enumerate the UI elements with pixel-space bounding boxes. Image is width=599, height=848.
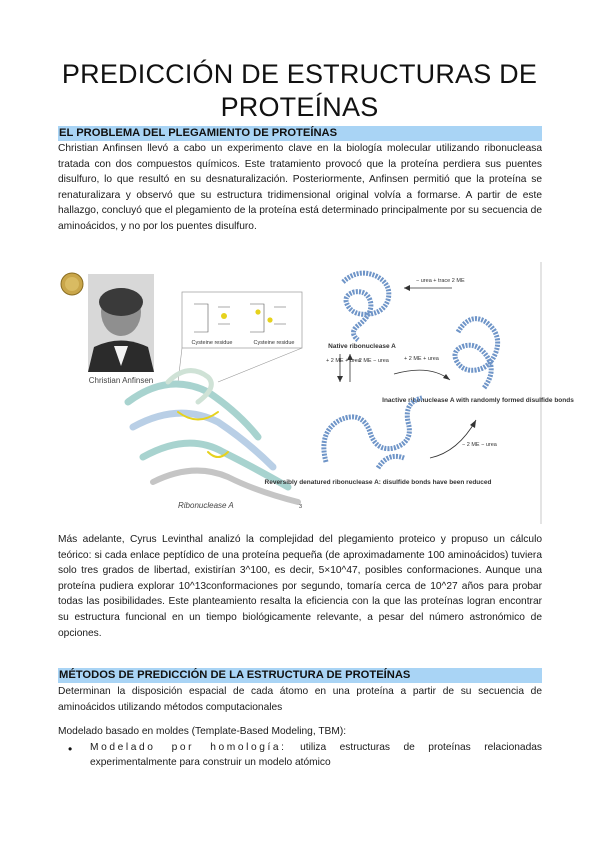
- section-heading-prediction-methods: MÉTODOS DE PREDICCIÓN DE LA ESTRUCTURA DE PROTEÍNAS: [58, 668, 542, 683]
- page-title: PREDICCIÓN DE ESTRUCTURAS DE PROTEÍNAS: [61, 59, 538, 122]
- svg-text:+ 2 ME + urea: + 2 ME + urea: [326, 358, 361, 364]
- paragraph-methods: Determinan la disposición espacial de cada átomo en una proteína a partir de su secuencia de aminoácidos utilizando métodos computacionales: [58, 686, 542, 713]
- anfinsen-figure: [58, 262, 574, 524]
- svg-text:3: 3: [299, 504, 303, 510]
- inactive-ribonuclease-coil: [455, 319, 498, 388]
- portrait-caption: Christian Anfinsen: [88, 376, 154, 385]
- native-label: Native ribonuclease A: [328, 343, 396, 350]
- bullet-text: [90, 740, 542, 770]
- section-heading-folding-problem: EL PROBLEMA DEL PLEGAMIENTO DE PROTEÍNAS: [58, 126, 542, 141]
- bullet-body: utiliza estructuras de proteínas relacionadas experimentalmente para construir un modelo atómico: [90, 742, 542, 768]
- paragraph-levinthal: Más adelante, Cyrus Levinthal analizó la complejidad del plegamiento proteico y propuso un cálculo teórico: si cada enlace peptídico de una proteína pequeña (de aproximadamente 100 aminoácidos) tuviera solo tres grados de libertad, existirían 3^100, es decir, 5×10^47, posibles conformaciones. Aunque una proteína pudiera explorar 10^13conformaciones por segundo, tomaría cerca de 10^27 años para probar todas las posibilidades. Este planteamiento resalta la eficiencia con la que las proteínas logran encontrar su estructura funcional en un tiempo biológicamente relevante, a pesar del número astronómico de opciones.: [58, 534, 542, 639]
- anfinsen-illustration: [58, 262, 574, 524]
- svg-text:− 2 ME − urea: − 2 ME − urea: [462, 442, 497, 448]
- svg-text:Cysteine residue: Cysteine residue: [253, 340, 295, 346]
- denatured-ribonuclease-chain: [324, 398, 422, 468]
- svg-text:− 2 ME − urea: − 2 ME − urea: [354, 358, 389, 364]
- svg-text:+ 2 ME + urea: + 2 ME + urea: [404, 356, 439, 362]
- bullet-icon: •: [68, 742, 73, 756]
- ribbon-caption: Ribonuclease A: [178, 501, 234, 510]
- denatured-label: Reversibly denatured ribonuclease A: disulfide bonds have been reduced: [264, 479, 492, 486]
- svg-text:Cysteine residue: Cysteine residue: [191, 340, 233, 346]
- paragraph-anfinsen: Christian Anfinsen llevó a cabo un experimento clave en la biología molecular utilizando ribonucleasa tratada con dos compuestos químicos. Este tratamiento provocó que la proteína perdiera sus puentes disulfuro, lo que resultó en su desnaturalización. Posteriormente, Anfinsen permitió que la proteína se renaturalizara y observó que su estructura tridimensional original volvía a formarse. A partir de este hallazgo, concluyó que el plegamiento de la proteína está determinado principalmente por su secuencia de aminoácidos, y no por los puentes disulfuro.: [58, 143, 542, 232]
- inactive-label: Inactive ribonuclease A with randomly formed disulfide bonds: [382, 397, 574, 404]
- bullet-lead: Modelado por homología:: [90, 742, 287, 753]
- native-ribonuclease-coil: [343, 273, 389, 340]
- subheading-tbm: Modelado basado en moldes (Template-Based Modeling, TBM):: [58, 726, 347, 737]
- svg-text:− urea + trace 2 ME: − urea + trace 2 ME: [416, 278, 465, 284]
